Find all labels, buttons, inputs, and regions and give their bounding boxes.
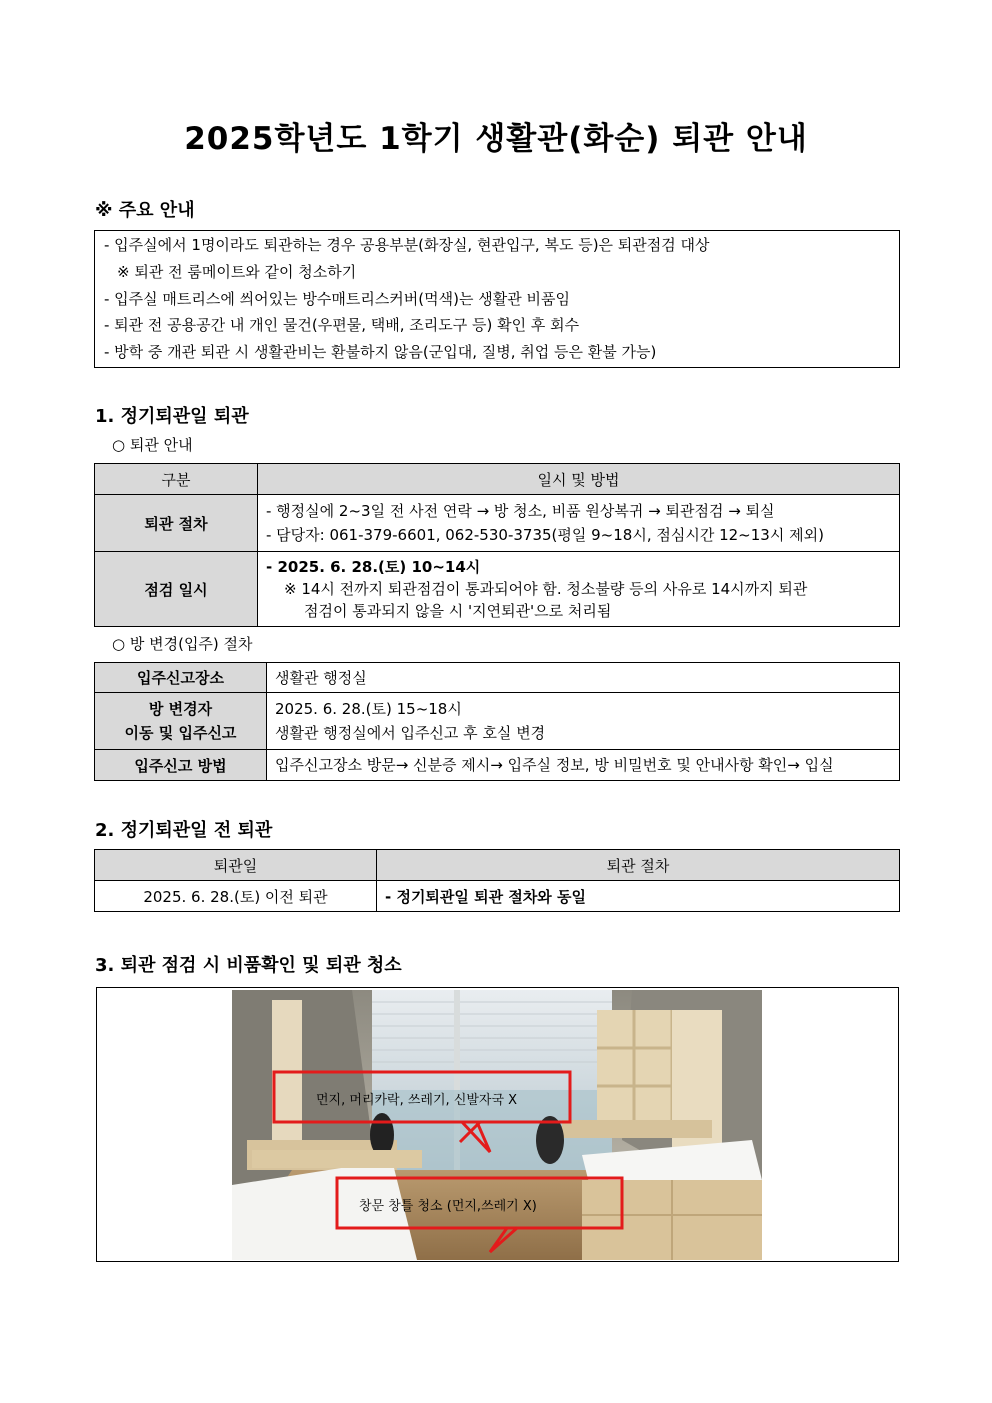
section1-heading: 1. 정기퇴관일 퇴관 <box>95 406 249 427</box>
callout-window-cleaning: 창문 창틀 청소 (먼지,쓰레기 X) <box>359 1199 537 1214</box>
row-checkout-procedure-label: 퇴관 절차 <box>95 495 258 552</box>
section2-heading: 2. 정기퇴관일 전 퇴관 <box>95 820 273 841</box>
notice-line-3: - 입주실 매트리스에 씌어있는 방수매트리스커버(먹색)는 생활관 비품임 <box>104 290 570 308</box>
room-change-value <box>267 693 900 750</box>
report-place-label: 입주신고장소 <box>95 663 267 693</box>
dorm-room-photo <box>232 990 762 1260</box>
notice-line-2: ※ 퇴관 전 룸메이트와 같이 청소하기 <box>117 263 357 281</box>
report-method-value: 입주신고장소 방문→ 신분증 제시→ 입주실 정보, 방 비밀번호 및 안내사항 확인→ 입실 <box>267 750 900 781</box>
section3-heading: 3. 퇴관 점검 시 비품확인 및 퇴관 청소 <box>95 955 402 976</box>
notice-line-5: - 방학 중 개관 퇴관 시 생활관비는 환불하지 않음(군입대, 질병, 취업 등은 환불 가능) <box>104 343 657 361</box>
early-checkout-procedure: - 정기퇴관일 퇴관 절차와 동일 <box>377 881 900 912</box>
room-change-label-1: 방 변경자 <box>148 700 213 718</box>
procedure-line-2: - 담당자: 061-379-6601, 062-530-3735(평일 9~18시, 점심시간 12~13시 제외) <box>266 526 824 544</box>
page-title: 2025학년도 1학기 생활관(화순) 퇴관 안내 <box>184 121 808 157</box>
row-inspection-value <box>258 552 900 627</box>
section1-sub1: ○ 퇴관 안내 <box>112 436 193 454</box>
row-inspection-label: 점검 일시 <box>95 552 258 627</box>
col-category: 구분 <box>95 464 258 495</box>
notice-heading: ※ 주요 안내 <box>95 200 195 221</box>
room-change-value-1: 2025. 6. 28.(토) 15~18시 <box>275 700 462 718</box>
col-checkout-date: 퇴관일 <box>95 850 377 881</box>
notice-box <box>94 230 900 368</box>
room-change-label <box>95 693 267 750</box>
room-change-table <box>94 662 900 781</box>
report-method-label: 입주신고 방법 <box>95 750 267 781</box>
notice-line-1: - 입주실에서 1명이라도 퇴관하는 경우 공용부분(화장실, 현관입구, 복도 등)은 퇴관점검 대상 <box>104 236 710 254</box>
procedure-line-1: - 행정실에 2~3일 전 사전 연락 → 방 청소, 비품 원상복귀 → 퇴관점검 → 퇴실 <box>266 502 775 520</box>
col-datetime-method: 일시 및 방법 <box>258 464 900 495</box>
report-place-value: 생활관 행정실 <box>267 663 900 693</box>
inspection-note-1: ※ 14시 전까지 퇴관점검이 통과되어야 함. 청소불량 등의 사유로 14시까지 퇴관 <box>284 580 808 598</box>
inspection-date: - 2025. 6. 28.(토) 10~14시 <box>266 558 481 576</box>
inspection-note-2: 점검이 통과되지 않을 시 '지연퇴관'으로 처리됨 <box>304 602 612 620</box>
early-checkout-table <box>94 849 900 912</box>
room-change-value-2: 생활관 행정실에서 입주신고 후 호실 변경 <box>275 724 546 742</box>
section1-sub2: ○ 방 변경(입주) 절차 <box>112 635 253 653</box>
early-checkout-date: 2025. 6. 28.(토) 이전 퇴관 <box>95 881 377 912</box>
checkout-table <box>94 463 900 627</box>
row-checkout-procedure-value <box>258 495 900 552</box>
room-change-label-2: 이동 및 입주신고 <box>124 724 237 742</box>
callout-floor-cleaning: 먼지, 머리카락, 쓰레기, 신발자국 X <box>316 1093 518 1108</box>
col-checkout-procedure: 퇴관 절차 <box>377 850 900 881</box>
notice-line-4: - 퇴관 전 공용공간 내 개인 물건(우편물, 택배, 조리도구 등) 확인 후 회수 <box>104 316 580 334</box>
